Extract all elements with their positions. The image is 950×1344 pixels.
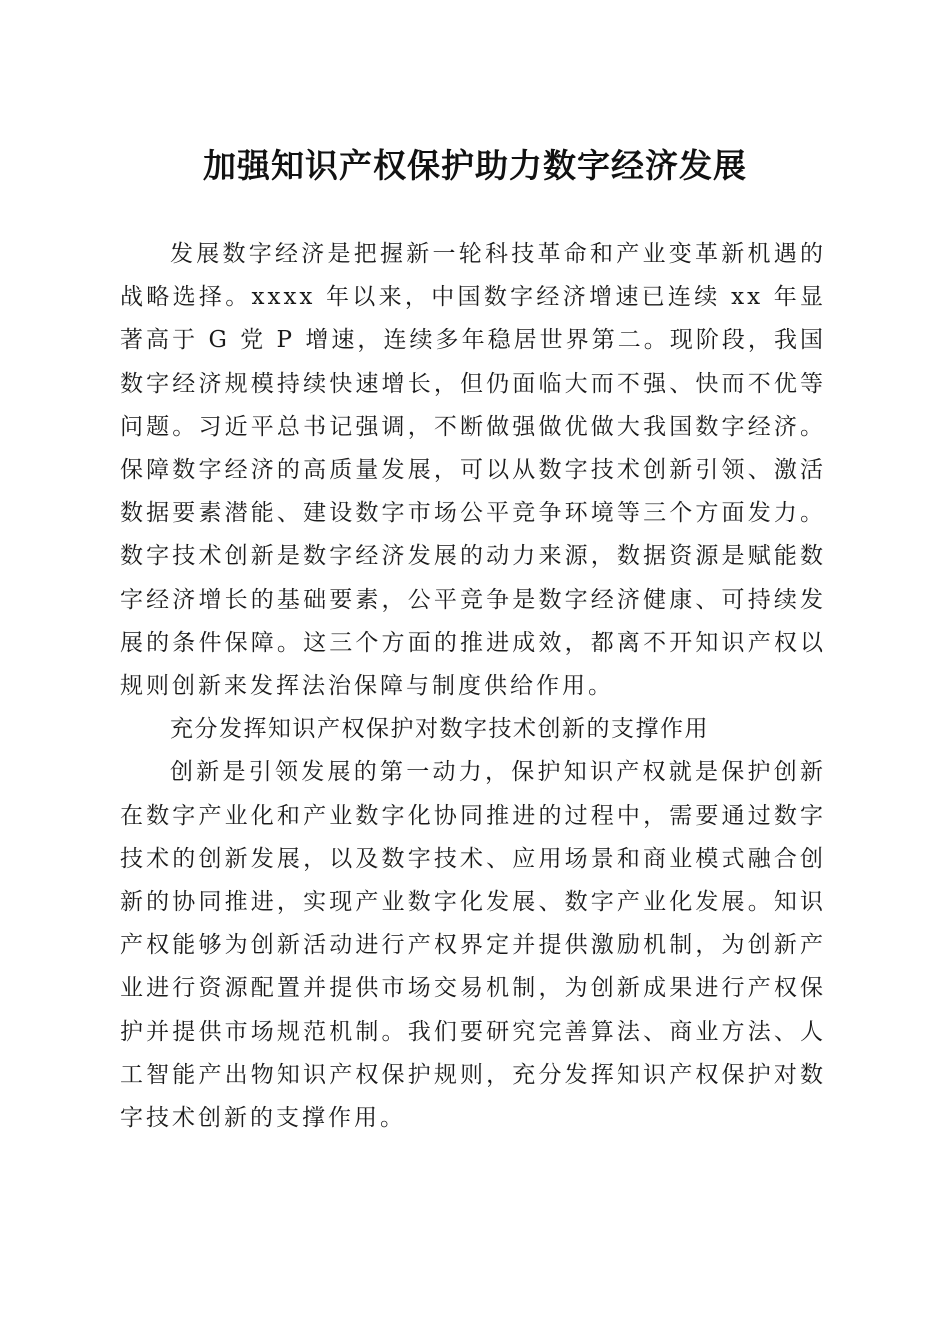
section-heading: 充分发挥知识产权保护对数字技术创新的支撑作用 [170, 716, 709, 743]
intro-paragraph: 发展数字经济是把握新一轮科技革命和产业变革新机遇的战略选择。xxxx 年以来，中国数字经济增速已连续 xx 年显著高于 G 党 P 增速，连续多年稳居世界第二。现阶段，我国数字经济规模持续快速增长，但仍面临大而不强、快而不优等问题。习近平总书记强调，不断做强做优做大我国数字经济。保障数字经济的高质量发展，可以从数字技术创新引领、激活数据要素潜能、建设数字市场公平竞争环境等三个方面发力。数字技术创新是数字经济发展的动力来源，数据资源是赋能数字经济增长的基础要素，公平竞争是数字经济健康、可持续发展的条件保障。这三个方面的推进成效，都离不开知识产权以规则创新来发挥法治保障与制度供给作用。 [120, 241, 826, 700]
document-title: 加强知识产权保护助力数字经济发展 [203, 146, 747, 185]
section-paragraph: 创新是引领发展的第一动力，保护知识产权就是保护创新在数字产业化和产业数字化协同推进的过程中，需要通过数字技术的创新发展，以及数字技术、应用场景和商业模式融合创新的协同推进，实现产业数字化发展、数字产业化发展。知识产权能够为创新活动进行产权界定并提供激励机制，为创新产业进行资源配置并提供市场交易机制，为创新成果进行产权保护并提供市场规范机制。我们要研究完善算法、商业方法、人工智能产出物知识产权保护规则，充分发挥知识产权保护对数字技术创新的支撑作用。 [120, 759, 826, 1132]
document-body [120, 233, 826, 1140]
